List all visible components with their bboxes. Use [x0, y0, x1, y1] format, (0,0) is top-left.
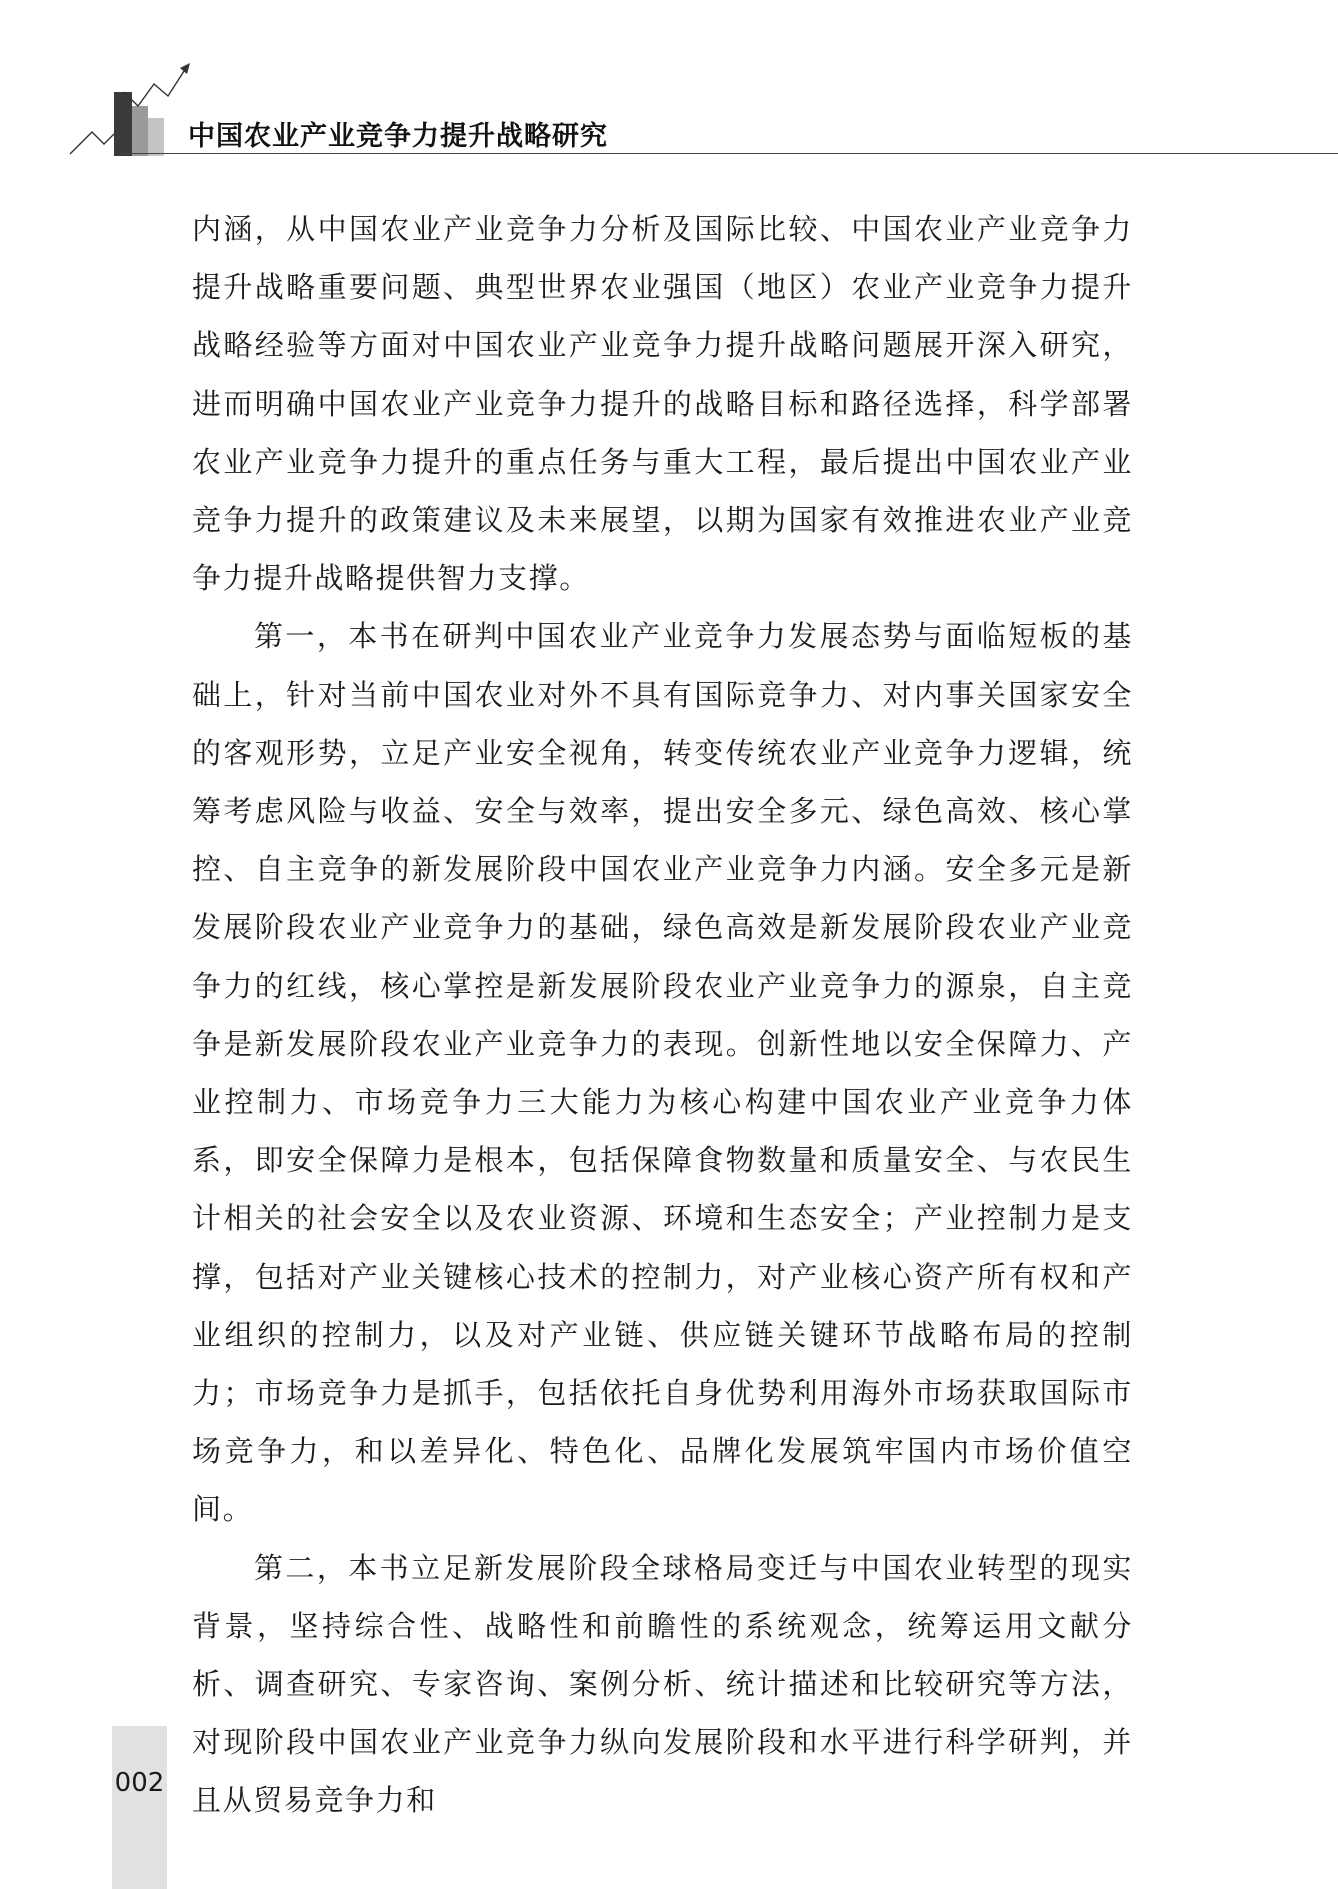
paragraph-continuation: 内涵，从中国农业产业竞争力分析及国际比较、中国农业产业竞争力提升战略重要问题、典型世界农业强国（地区）农业产业竞争力提升战略经验等方面对中国农业产业竞争力提升战略问题展开深入研究，进而明确中国农业产业竞争力提升的战略目标和路径选择，科学部署农业产业竞争力提升的重点任务与重大工程，最后提出中国农业产业竞争力提升的政策建议及未来展望，以期为国家有效推进农业产业竞争力提升战略提供智力支撑。 — [192, 212, 1133, 596]
paragraph-second-point: 第二，本书立足新发展阶段全球格局变迁与中国农业转型的现实背景，坚持综合性、战略性和前瞻性的系统观念，统筹运用文献分析、调查研究、专家咨询、案例分析、统计描述和比较研究等方法，对现阶段中国农业产业竞争力纵向发展阶段和水平进行科学研判，并且从贸易竞争力和 — [192, 1550, 1133, 1818]
rising-bar-chart-icon — [68, 62, 198, 158]
page-body — [192, 200, 1133, 1830]
header-divider — [120, 153, 1338, 154]
paragraph-first-point: 第一，本书在研判中国农业产业竞争力发展态势与面临短板的基础上，针对当前中国农业对外不具有国际竞争力、对内事关国家安全的客观形势，立足产业安全视角，转变传统农业产业竞争力逻辑，统筹考虑风险与收益、安全与效率，提出安全多元、绿色高效、核心掌控、自主竞争的新发展阶段中国农业产业竞争力内涵。安全多元是新发展阶段农业产业竞争力的基础，绿色高效是新发展阶段农业产业竞争力的红线，核心掌控是新发展阶段农业产业竞争力的源泉，自主竞争是新发展阶段农业产业竞争力的表现。创新性地以安全保障力、产业控制力、市场竞争力三大能力为核心构建中国农业产业竞争力体系，即安全保障力是根本，包括保障食物数量和质量安全、与农民生计相关的社会安全以及农业资源、环境和生态安全；产业控制力是支撑，包括对产业关键核心技术的控制力，对产业核心资产所有权和产业组织的控制力，以及对产业链、供应链关键环节战略布局的控制力；市场竞争力是抓手，包括依托自身优势利用海外市场获取国际市场竞争力，和以差异化、特色化、品牌化发展筑牢国内市场价值空间。 — [192, 619, 1133, 1527]
page-number-tab — [112, 1726, 167, 1889]
running-header-title: 中国农业产业竞争力提升战略研究 — [188, 121, 608, 152]
page-number: 002 — [114, 1768, 165, 1798]
